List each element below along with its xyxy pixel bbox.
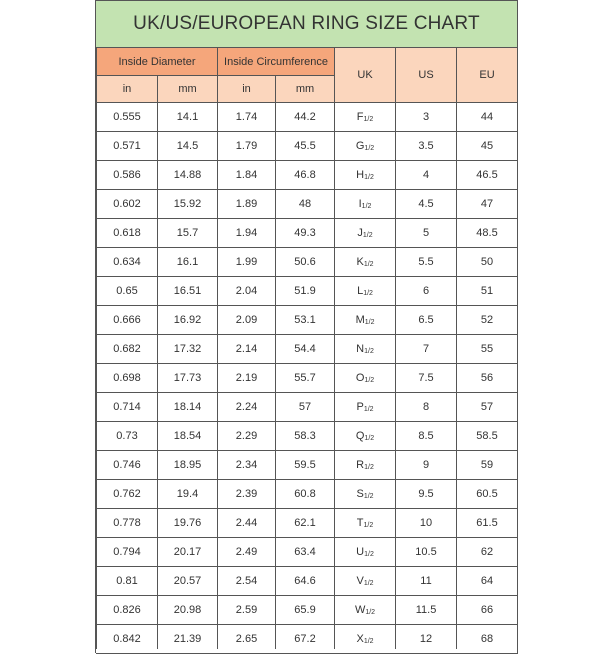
cell-uk xyxy=(335,306,396,335)
cell-us: 9 xyxy=(396,451,457,480)
table-row xyxy=(97,393,518,422)
cell-circumference-mm: 60.8 xyxy=(276,480,335,509)
cell-circumference-in: 2.65 xyxy=(218,625,276,654)
cell-eu: 44 xyxy=(457,103,518,132)
cell-diameter-in: 0.826 xyxy=(97,596,158,625)
cell-us: 4.5 xyxy=(396,190,457,219)
uk-size-letter: R xyxy=(356,459,365,471)
cell-diameter-mm: 20.98 xyxy=(158,596,218,625)
cell-us: 6 xyxy=(396,277,457,306)
cell-eu: 58.5 xyxy=(457,422,518,451)
cell-us: 11 xyxy=(396,567,457,596)
cell-circumference-in: 2.09 xyxy=(218,306,276,335)
cell-diameter-in: 0.586 xyxy=(97,161,158,190)
cell-circumference-in: 1.99 xyxy=(218,248,276,277)
cell-diameter-in: 0.778 xyxy=(97,509,158,538)
cell-uk xyxy=(335,509,396,538)
table-row xyxy=(97,219,518,248)
header-uk: UK xyxy=(335,48,396,103)
uk-size-half: 1/2 xyxy=(363,522,374,529)
cell-eu: 64 xyxy=(457,567,518,596)
cell-circumference-in: 2.34 xyxy=(218,451,276,480)
bottom-crop xyxy=(96,649,517,653)
cell-eu: 59 xyxy=(457,451,518,480)
cell-diameter-in: 0.571 xyxy=(97,132,158,161)
cell-eu: 51 xyxy=(457,277,518,306)
cell-diameter-in: 0.666 xyxy=(97,306,158,335)
cell-diameter-mm: 16.1 xyxy=(158,248,218,277)
cell-diameter-mm: 21.39 xyxy=(158,625,218,654)
cell-us: 5 xyxy=(396,219,457,248)
cell-diameter-mm: 20.17 xyxy=(158,538,218,567)
uk-size-letter: G xyxy=(355,140,365,152)
uk-size-letter: U xyxy=(356,546,365,558)
table-row xyxy=(97,364,518,393)
cell-circumference-mm: 67.2 xyxy=(276,625,335,654)
cell-diameter-mm: 19.4 xyxy=(158,480,218,509)
cell-diameter-in: 0.842 xyxy=(97,625,158,654)
cell-diameter-in: 0.714 xyxy=(97,393,158,422)
uk-size-half: 1/2 xyxy=(364,377,375,384)
uk-size-letter: W xyxy=(354,604,366,616)
uk-size-letter: O xyxy=(355,372,365,384)
cell-eu: 50 xyxy=(457,248,518,277)
cell-us: 10 xyxy=(396,509,457,538)
uk-size-half: 1/2 xyxy=(364,464,374,471)
table-row xyxy=(97,306,518,335)
uk-size-half: 1/2 xyxy=(363,580,374,587)
cell-diameter-in: 0.81 xyxy=(97,567,158,596)
uk-size-half: 1/2 xyxy=(363,638,374,645)
cell-circumference-mm: 55.7 xyxy=(276,364,335,393)
cell-eu: 66 xyxy=(457,596,518,625)
cell-uk xyxy=(335,364,396,393)
cell-circumference-in: 2.24 xyxy=(218,393,276,422)
cell-diameter-mm: 18.95 xyxy=(158,451,218,480)
cell-eu: 45 xyxy=(457,132,518,161)
cell-us: 7 xyxy=(396,335,457,364)
uk-size-letter: S xyxy=(356,488,364,500)
cell-eu: 62 xyxy=(457,538,518,567)
cell-us: 10.5 xyxy=(396,538,457,567)
table-row xyxy=(97,277,518,306)
cell-circumference-in: 2.14 xyxy=(218,335,276,364)
header-circumference-mm: mm xyxy=(276,76,335,103)
cell-uk xyxy=(335,538,396,567)
cell-circumference-in: 1.79 xyxy=(218,132,276,161)
cell-circumference-mm: 51.9 xyxy=(276,277,335,306)
uk-size-half: 1/2 xyxy=(365,609,376,616)
cell-diameter-in: 0.794 xyxy=(97,538,158,567)
header-circumference-in: in xyxy=(218,76,276,103)
table-row xyxy=(97,567,518,596)
cell-uk xyxy=(335,219,396,248)
table-row xyxy=(97,451,518,480)
cell-eu: 55 xyxy=(457,335,518,364)
cell-circumference-in: 2.39 xyxy=(218,480,276,509)
cell-eu: 68 xyxy=(457,625,518,654)
cell-us: 4 xyxy=(396,161,457,190)
header-us: US xyxy=(396,48,457,103)
cell-diameter-in: 0.65 xyxy=(97,277,158,306)
table-row xyxy=(97,161,518,190)
table-row xyxy=(97,480,518,509)
cell-uk xyxy=(335,335,396,364)
cell-diameter-mm: 14.5 xyxy=(158,132,218,161)
uk-size-half: 1/2 xyxy=(363,116,374,123)
cell-circumference-mm: 65.9 xyxy=(276,596,335,625)
uk-size-half: 1/2 xyxy=(364,145,375,152)
cell-diameter-mm: 18.14 xyxy=(158,393,218,422)
table-row xyxy=(97,509,518,538)
cell-circumference-mm: 64.6 xyxy=(276,567,335,596)
table-row xyxy=(97,248,518,277)
header-inside-diameter: Inside Diameter xyxy=(97,48,218,76)
cell-uk xyxy=(335,132,396,161)
cell-circumference-in: 1.94 xyxy=(218,219,276,248)
uk-size-half: 1/2 xyxy=(364,174,374,181)
cell-diameter-mm: 18.54 xyxy=(158,422,218,451)
cell-eu: 46.5 xyxy=(457,161,518,190)
cell-us: 11.5 xyxy=(396,596,457,625)
cell-circumference-mm: 63.4 xyxy=(276,538,335,567)
cell-us: 8 xyxy=(396,393,457,422)
header-eu: EU xyxy=(457,48,518,103)
uk-size-letter: T xyxy=(356,517,364,529)
cell-diameter-in: 0.555 xyxy=(97,103,158,132)
cell-circumference-in: 2.44 xyxy=(218,509,276,538)
cell-circumference-in: 2.49 xyxy=(218,538,276,567)
header-diameter-mm: mm xyxy=(158,76,218,103)
uk-size-letter: N xyxy=(356,343,365,355)
cell-us: 3 xyxy=(396,103,457,132)
cell-circumference-in: 2.04 xyxy=(218,277,276,306)
cell-circumference-mm: 46.8 xyxy=(276,161,335,190)
uk-size-half: 1/2 xyxy=(362,232,373,239)
header-inside-circumference: Inside Circumference xyxy=(218,48,335,76)
cell-uk xyxy=(335,248,396,277)
uk-size-letter: X xyxy=(356,633,364,645)
cell-uk xyxy=(335,567,396,596)
cell-eu: 61.5 xyxy=(457,509,518,538)
cell-circumference-in: 1.84 xyxy=(218,161,276,190)
table-row xyxy=(97,538,518,567)
cell-uk xyxy=(335,596,396,625)
uk-size-half: 1/2 xyxy=(363,493,374,500)
uk-size-letter: Q xyxy=(355,430,365,442)
uk-size-half: 1/2 xyxy=(364,551,374,558)
cell-uk xyxy=(335,190,396,219)
cell-circumference-in: 2.54 xyxy=(218,567,276,596)
uk-size-letter: P xyxy=(356,401,364,413)
cell-uk xyxy=(335,277,396,306)
uk-size-half: 1/2 xyxy=(363,261,374,268)
uk-size-letter: F xyxy=(356,111,364,123)
cell-us: 8.5 xyxy=(396,422,457,451)
cell-diameter-in: 0.602 xyxy=(97,190,158,219)
cell-circumference-in: 2.29 xyxy=(218,422,276,451)
uk-size-letter: L xyxy=(357,285,364,297)
cell-circumference-mm: 45.5 xyxy=(276,132,335,161)
uk-size-letter: J xyxy=(357,227,363,239)
table-row xyxy=(97,335,518,364)
cell-diameter-in: 0.73 xyxy=(97,422,158,451)
cell-us: 12 xyxy=(396,625,457,654)
cell-circumference-mm: 59.5 xyxy=(276,451,335,480)
ring-size-chart xyxy=(95,0,518,653)
cell-uk xyxy=(335,393,396,422)
table-row xyxy=(97,132,518,161)
cell-uk xyxy=(335,451,396,480)
cell-us: 5.5 xyxy=(396,248,457,277)
cell-eu: 52 xyxy=(457,306,518,335)
cell-uk xyxy=(335,480,396,509)
cell-circumference-in: 1.74 xyxy=(218,103,276,132)
cell-diameter-mm: 19.76 xyxy=(158,509,218,538)
cell-diameter-in: 0.762 xyxy=(97,480,158,509)
uk-size-half: 1/2 xyxy=(363,406,374,413)
cell-diameter-mm: 16.51 xyxy=(158,277,218,306)
cell-diameter-mm: 15.92 xyxy=(158,190,218,219)
cell-eu: 56 xyxy=(457,364,518,393)
cell-diameter-mm: 14.88 xyxy=(158,161,218,190)
table-row xyxy=(97,422,518,451)
table-body xyxy=(97,103,518,654)
uk-size-half: 1/2 xyxy=(364,435,375,442)
cell-uk xyxy=(335,422,396,451)
cell-uk xyxy=(335,103,396,132)
cell-diameter-in: 0.746 xyxy=(97,451,158,480)
cell-diameter-mm: 14.1 xyxy=(158,103,218,132)
cell-diameter-in: 0.634 xyxy=(97,248,158,277)
cell-circumference-in: 2.59 xyxy=(218,596,276,625)
cell-eu: 60.5 xyxy=(457,480,518,509)
cell-diameter-in: 0.618 xyxy=(97,219,158,248)
uk-size-letter: K xyxy=(356,256,364,268)
cell-diameter-in: 0.682 xyxy=(97,335,158,364)
table-row xyxy=(97,103,518,132)
cell-diameter-in: 0.698 xyxy=(97,364,158,393)
cell-eu: 47 xyxy=(457,190,518,219)
cell-us: 9.5 xyxy=(396,480,457,509)
cell-circumference-mm: 44.2 xyxy=(276,103,335,132)
cell-us: 6.5 xyxy=(396,306,457,335)
uk-size-letter: I xyxy=(358,198,362,210)
uk-size-half: 1/2 xyxy=(364,348,374,355)
uk-size-letter: V xyxy=(356,575,364,587)
header-diameter-in: in xyxy=(97,76,158,103)
cell-circumference-in: 2.19 xyxy=(218,364,276,393)
cell-us: 3.5 xyxy=(396,132,457,161)
cell-us: 7.5 xyxy=(396,364,457,393)
cell-circumference-in: 1.89 xyxy=(218,190,276,219)
cell-uk xyxy=(335,161,396,190)
cell-circumference-mm: 49.3 xyxy=(276,219,335,248)
uk-size-letter: M xyxy=(355,314,365,326)
cell-eu: 57 xyxy=(457,393,518,422)
table-row xyxy=(97,596,518,625)
cell-diameter-mm: 20.57 xyxy=(158,567,218,596)
cell-diameter-mm: 17.73 xyxy=(158,364,218,393)
cell-circumference-mm: 53.1 xyxy=(276,306,335,335)
cell-circumference-mm: 50.6 xyxy=(276,248,335,277)
cell-circumference-mm: 48 xyxy=(276,190,335,219)
uk-size-half: 1/2 xyxy=(361,203,372,210)
cell-circumference-mm: 57 xyxy=(276,393,335,422)
uk-size-half: 1/2 xyxy=(364,319,375,326)
cell-diameter-mm: 17.32 xyxy=(158,335,218,364)
cell-circumference-mm: 54.4 xyxy=(276,335,335,364)
chart-title: UK/US/EUROPEAN RING SIZE CHART xyxy=(96,0,517,48)
table-row xyxy=(97,190,518,219)
uk-size-letter: H xyxy=(356,169,365,181)
cell-circumference-mm: 58.3 xyxy=(276,422,335,451)
cell-eu: 48.5 xyxy=(457,219,518,248)
cell-circumference-mm: 62.1 xyxy=(276,509,335,538)
cell-diameter-mm: 15.7 xyxy=(158,219,218,248)
ring-size-table xyxy=(96,47,518,654)
cell-diameter-mm: 16.92 xyxy=(158,306,218,335)
uk-size-half: 1/2 xyxy=(363,290,373,297)
